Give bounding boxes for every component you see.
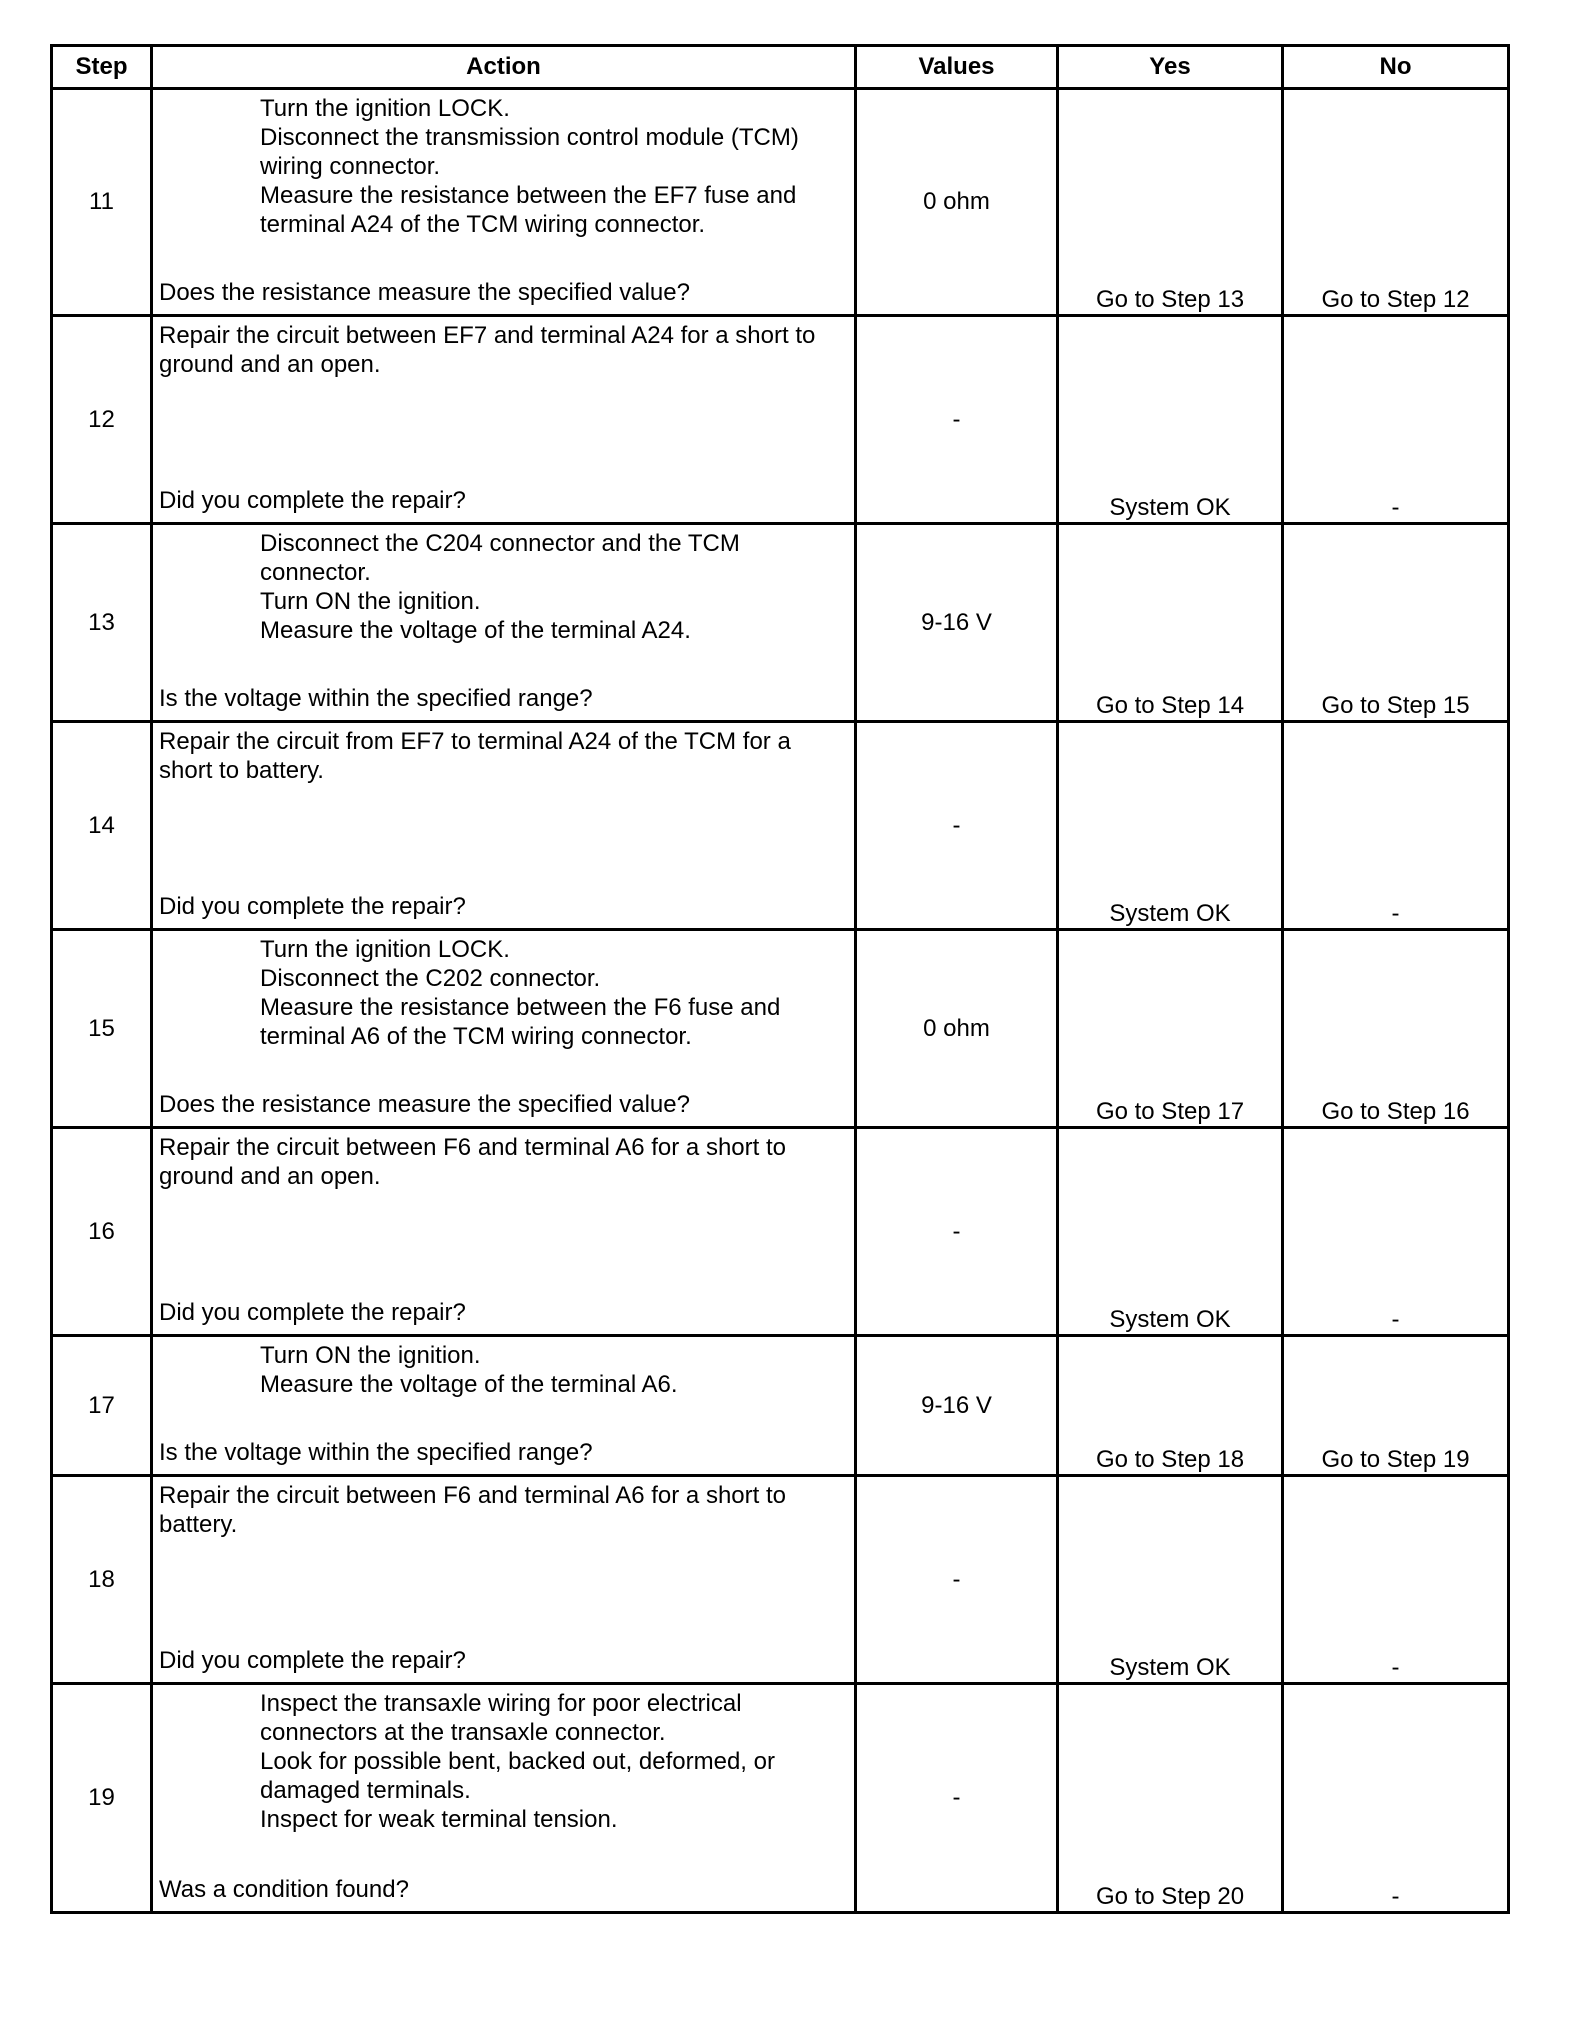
table-row bbox=[52, 524, 1509, 722]
yes-cell: Go to Step 13 bbox=[1058, 89, 1283, 316]
action-line: damaged terminals. bbox=[260, 1777, 471, 1804]
values-cell: - bbox=[856, 316, 1058, 524]
action-line: connector. bbox=[260, 559, 371, 586]
action-cell bbox=[152, 722, 856, 930]
diagnostic-table bbox=[50, 44, 1510, 1914]
values-cell: - bbox=[856, 1684, 1058, 1913]
action-instructions bbox=[159, 1133, 848, 1191]
step-number: 17 bbox=[52, 1336, 152, 1476]
action-cell bbox=[152, 1336, 856, 1476]
action-question: Did you complete the repair? bbox=[159, 893, 466, 920]
action-line: Turn the ignition LOCK. bbox=[260, 95, 510, 122]
action-question: Did you complete the repair? bbox=[159, 487, 466, 514]
action-line: Measure the resistance between the F6 fuse and bbox=[260, 994, 781, 1021]
no-cell: - bbox=[1283, 722, 1509, 930]
table-row bbox=[52, 1684, 1509, 1913]
action-cell bbox=[152, 1684, 856, 1913]
action-line: Repair the circuit from EF7 to terminal A24 of the TCM for a bbox=[159, 728, 791, 755]
values-cell: 9-16 V bbox=[856, 524, 1058, 722]
action-line: Repair the circuit between F6 and terminal A6 for a short to bbox=[159, 1482, 786, 1509]
action-question: Is the voltage within the specified range? bbox=[159, 685, 593, 712]
action-line: short to battery. bbox=[159, 757, 324, 784]
values-cell: - bbox=[856, 1128, 1058, 1336]
action-instructions bbox=[159, 1341, 848, 1399]
action-instructions bbox=[159, 321, 848, 379]
no-cell: - bbox=[1283, 1684, 1509, 1913]
step-number: 15 bbox=[52, 930, 152, 1128]
step-number: 16 bbox=[52, 1128, 152, 1336]
action-line: connectors at the transaxle connector. bbox=[260, 1719, 666, 1746]
header-action: Action bbox=[152, 46, 856, 89]
no-cell: Go to Step 12 bbox=[1283, 89, 1509, 316]
action-line: Turn the ignition LOCK. bbox=[260, 936, 510, 963]
action-line: ground and an open. bbox=[159, 1163, 381, 1190]
action-question: Did you complete the repair? bbox=[159, 1299, 466, 1326]
step-number: 19 bbox=[52, 1684, 152, 1913]
table-row bbox=[52, 1336, 1509, 1476]
action-line: Disconnect the C204 connector and the TCM bbox=[260, 530, 740, 557]
action-line: Turn ON the ignition. bbox=[260, 588, 481, 615]
action-line: terminal A24 of the TCM wiring connector. bbox=[260, 211, 706, 238]
values-cell: - bbox=[856, 722, 1058, 930]
no-cell: - bbox=[1283, 1476, 1509, 1684]
step-number: 14 bbox=[52, 722, 152, 930]
action-instructions bbox=[159, 1689, 848, 1834]
action-line: Repair the circuit between F6 and terminal A6 for a short to bbox=[159, 1134, 786, 1161]
table-row bbox=[52, 89, 1509, 316]
values-cell: - bbox=[856, 1476, 1058, 1684]
header-step: Step bbox=[52, 46, 152, 89]
header-yes: Yes bbox=[1058, 46, 1283, 89]
yes-cell: System OK bbox=[1058, 316, 1283, 524]
action-line: Disconnect the C202 connector. bbox=[260, 965, 601, 992]
no-cell: Go to Step 16 bbox=[1283, 930, 1509, 1128]
yes-cell: Go to Step 18 bbox=[1058, 1336, 1283, 1476]
action-cell bbox=[152, 89, 856, 316]
action-instructions bbox=[159, 1481, 848, 1539]
header-no: No bbox=[1283, 46, 1509, 89]
step-number: 11 bbox=[52, 89, 152, 316]
step-number: 13 bbox=[52, 524, 152, 722]
table-row bbox=[52, 1128, 1509, 1336]
no-cell: Go to Step 15 bbox=[1283, 524, 1509, 722]
step-number: 12 bbox=[52, 316, 152, 524]
action-line: Measure the voltage of the terminal A6. bbox=[260, 1371, 678, 1398]
action-question: Does the resistance measure the specified value? bbox=[159, 279, 690, 306]
yes-cell: System OK bbox=[1058, 1128, 1283, 1336]
step-number: 18 bbox=[52, 1476, 152, 1684]
yes-cell: System OK bbox=[1058, 722, 1283, 930]
header-values: Values bbox=[856, 46, 1058, 89]
action-instructions bbox=[159, 727, 848, 785]
values-cell: 9-16 V bbox=[856, 1336, 1058, 1476]
action-question: Did you complete the repair? bbox=[159, 1647, 466, 1674]
action-line: ground and an open. bbox=[159, 351, 381, 378]
action-line: wiring connector. bbox=[260, 153, 441, 180]
table-row bbox=[52, 316, 1509, 524]
action-line: Repair the circuit between EF7 and terminal A24 for a short to bbox=[159, 322, 816, 349]
yes-cell: Go to Step 14 bbox=[1058, 524, 1283, 722]
no-cell: Go to Step 19 bbox=[1283, 1336, 1509, 1476]
action-cell bbox=[152, 1476, 856, 1684]
yes-cell: System OK bbox=[1058, 1476, 1283, 1684]
no-cell: - bbox=[1283, 316, 1509, 524]
table-row bbox=[52, 930, 1509, 1128]
action-question: Does the resistance measure the specified value? bbox=[159, 1091, 690, 1118]
yes-cell: Go to Step 17 bbox=[1058, 930, 1283, 1128]
action-line: Measure the resistance between the EF7 fuse and bbox=[260, 182, 797, 209]
action-instructions bbox=[159, 935, 848, 1051]
action-line: Disconnect the transmission control module (TCM) bbox=[260, 124, 799, 151]
action-question: Was a condition found? bbox=[159, 1876, 409, 1903]
action-cell bbox=[152, 316, 856, 524]
action-cell bbox=[152, 1128, 856, 1336]
action-line: Inspect for weak terminal tension. bbox=[260, 1806, 618, 1833]
action-question: Is the voltage within the specified range? bbox=[159, 1439, 593, 1466]
action-line: battery. bbox=[159, 1511, 238, 1538]
action-line: terminal A6 of the TCM wiring connector. bbox=[260, 1023, 692, 1050]
values-cell: 0 ohm bbox=[856, 89, 1058, 316]
action-line: Measure the voltage of the terminal A24. bbox=[260, 617, 691, 644]
table-row bbox=[52, 1476, 1509, 1684]
action-cell bbox=[152, 930, 856, 1128]
table-body bbox=[52, 89, 1509, 1913]
yes-cell: Go to Step 20 bbox=[1058, 1684, 1283, 1913]
action-instructions bbox=[159, 94, 848, 239]
action-line: Turn ON the ignition. bbox=[260, 1342, 481, 1369]
action-instructions bbox=[159, 529, 848, 645]
action-cell bbox=[152, 524, 856, 722]
table-row bbox=[52, 722, 1509, 930]
action-line: Inspect the transaxle wiring for poor electrical bbox=[260, 1690, 742, 1717]
no-cell: - bbox=[1283, 1128, 1509, 1336]
values-cell: 0 ohm bbox=[856, 930, 1058, 1128]
header-row bbox=[52, 46, 1509, 89]
action-line: Look for possible bent, backed out, deformed, or bbox=[260, 1748, 775, 1775]
